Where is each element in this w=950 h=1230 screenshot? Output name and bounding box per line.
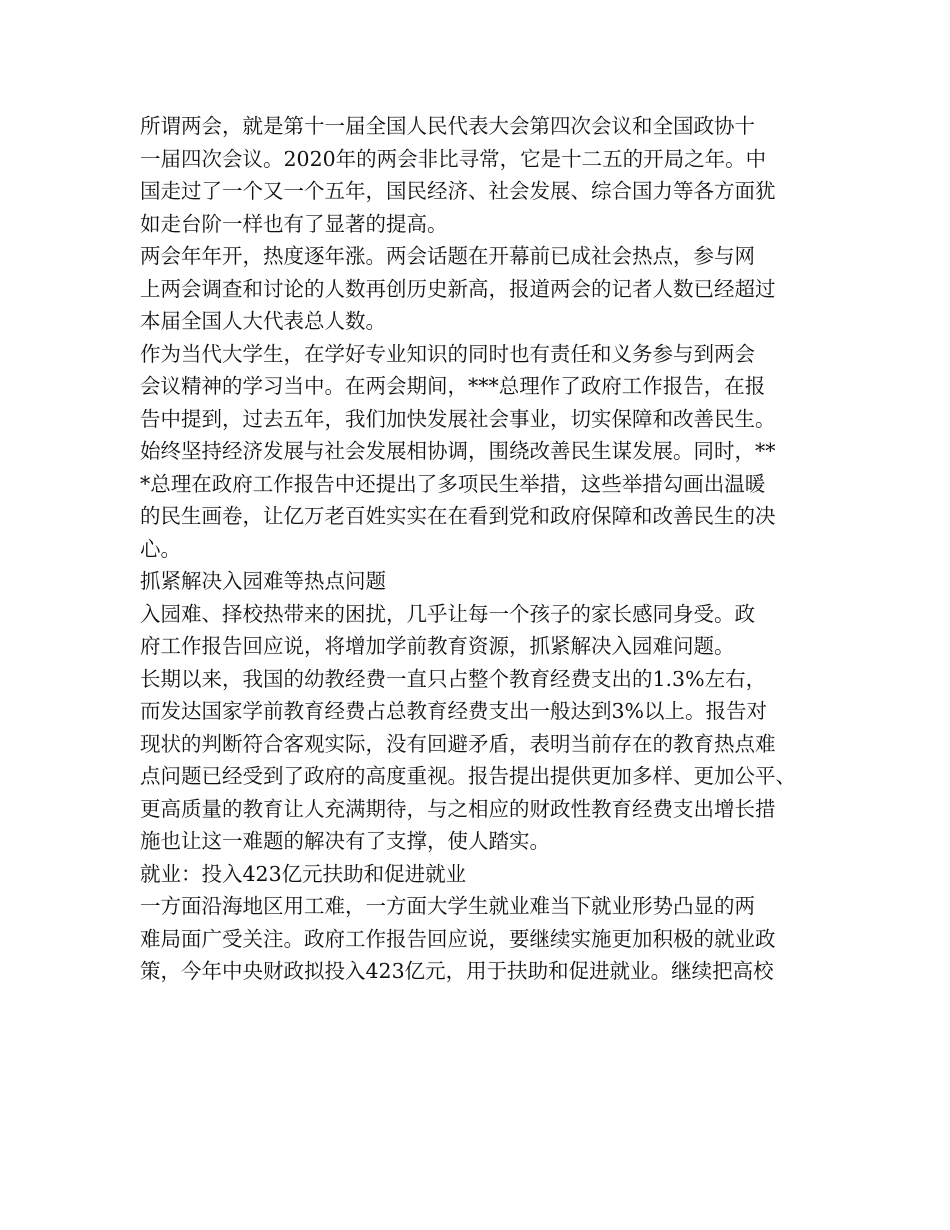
text-line: 策，今年中央财政拟投入423亿元，用于扶助和促进就业。继续把高校 — [140, 959, 774, 983]
text-line: *总理在政府工作报告中还提出了多项民生举措，这些举措勾画出温暖 — [140, 471, 766, 496]
text-line: 入园难、择校热带来的困扰，几乎让每一个孩子的家长感同身受。政 — [140, 601, 755, 626]
text-line: 一届四次会议。2020年的两会非比寻常，它是十二五的开局之年。中 — [140, 146, 767, 171]
text-line: 府工作报告回应说，将增加学前教育资源，抓紧解决入园难问题。 — [140, 634, 735, 658]
section-heading: 就业：投入423亿元扶助和促进就业 — [140, 861, 467, 886]
text-line: 更高质量的教育让人充满期待，与之相应的财政性教育经费支出增长措 — [140, 796, 776, 821]
section-heading: 抓紧解决入园难等热点问题 — [140, 569, 386, 593]
text-line: 会议精神的学习当中。在两会期间，***总理作了政府工作报告，在报 — [140, 374, 766, 398]
text-line: 一方面沿海地区用工难，一方面大学生就业难当下就业形势凸显的两 — [140, 894, 755, 918]
text-line: 心。 — [140, 536, 181, 561]
text-line: 点问题已经受到了政府的高度重视。报告提出提供更加多样、更加公平、 — [140, 764, 796, 788]
text-line: 难局面广受关注。政府工作报告回应说，要继续实施更加积极的就业政 — [140, 926, 776, 951]
text-line: 告中提到，过去五年，我们加快发展社会事业，切实保障和改善民生。 — [140, 406, 776, 431]
document-body — [140, 110, 820, 988]
text-line: 长期以来，我国的幼教经费一直只占整个教育经费支出的1.3%左右， — [140, 666, 767, 691]
text-line: 上两会调查和讨论的人数再创历史新高，报道两会的记者人数已经超过 — [140, 276, 776, 301]
text-line: 作为当代大学生，在学好专业知识的同时也有责任和义务参与到两会 — [140, 341, 755, 366]
text-line: 两会年年开，热度逐年涨。两会话题在开幕前已成社会热点，参与网 — [140, 244, 755, 268]
text-line: 本届全国人大代表总人数。 — [140, 309, 386, 333]
text-line: 国走过了一个又一个五年，国民经济、社会发展、综合国力等各方面犹 — [140, 179, 776, 203]
text-line: 如走台阶一样也有了显著的提高。 — [140, 211, 448, 236]
text-line: 所谓两会，就是第十一届全国人民代表大会第四次会议和全国政协十 — [140, 114, 755, 138]
text-line: 现状的判断符合客观实际，没有回避矛盾，表明当前存在的教育热点难 — [140, 731, 776, 756]
text-line: 施也让这一难题的解决有了支撑，使人踏实。 — [140, 829, 550, 853]
text-line: 的民生画卷，让亿万老百姓实实在在看到党和政府保障和改善民生的决 — [140, 504, 776, 528]
text-line: 而发达国家学前教育经费占总教育经费支出一般达到3%以上。报告对 — [140, 699, 768, 723]
text-line: 始终坚持经济发展与社会发展相协调，围绕改善民生谋发展。同时，** — [140, 439, 776, 463]
